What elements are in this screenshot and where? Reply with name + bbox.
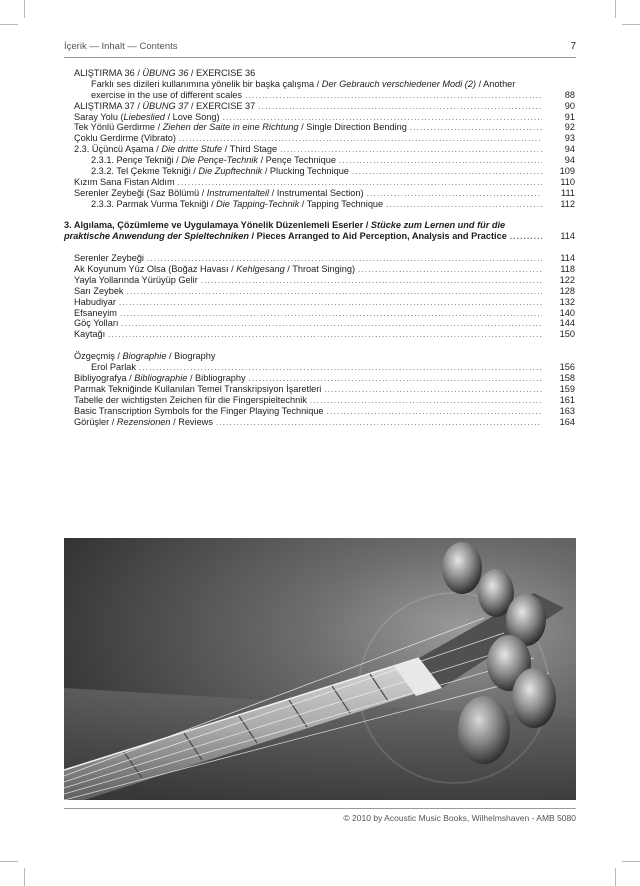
crop-mark-tl-h	[0, 24, 18, 25]
toc-page-number: 112	[560, 198, 575, 209]
toc-entry[interactable]: Bibliyografya / Bibliographie / Bibliography ..... 158	[74, 373, 575, 384]
toc-page-number: 109	[559, 166, 575, 177]
crop-mark-tl-v	[24, 0, 25, 18]
page-number: 7	[570, 41, 576, 52]
toc-page-number: 122	[559, 274, 575, 285]
toc-page-number: 90	[564, 100, 575, 111]
toc-page-number: 111	[561, 187, 575, 198]
toc-entry[interactable]: praktische Anwendung der Spieltechniken / Pieces Arranged to Aid Perception, Analysis and Practice ..... 114	[64, 231, 575, 242]
copyright-footer: © 2010 by Acoustic Music Books, Wilhelmshaven - AMB 5080	[343, 813, 576, 823]
toc-page-number: 93	[564, 133, 575, 144]
baglama-illustration	[64, 538, 576, 800]
toc-entry[interactable]: Görüşler / Rezensionen / Reviews ..... 164	[74, 417, 575, 428]
toc-page-number: 94	[564, 155, 575, 166]
toc-entry[interactable]: Serenler Zeybeği ..... 114	[74, 253, 575, 264]
baglama-headstock-photo	[64, 538, 576, 800]
crop-mark-tr-h	[622, 24, 640, 25]
toc-entry[interactable]: Basic Transcription Symbols for the Finger Playing Technique ..... 163	[74, 406, 575, 417]
toc-entry[interactable]: Tabelle der wichtigsten Zeichen für die Fingerspieltechnik ..... 161	[74, 395, 575, 406]
toc-entry[interactable]: ALIŞTIRMA 37 / ÜBUNG 37 / EXERCISE 37 ..... 90	[74, 101, 575, 112]
toc-page-number: 128	[559, 285, 575, 296]
toc-entry[interactable]: Sarı Zeybek ..... 128	[74, 286, 575, 297]
toc-page-number: 91	[564, 111, 575, 122]
toc-entry[interactable]: Göç Yolları ..... 144	[74, 318, 575, 329]
toc-page-number: 159	[559, 383, 575, 394]
toc-entry[interactable]: Habudiyar ..... 132	[74, 297, 575, 308]
toc-entry-line: Farklı ses dizileri kullanımına yönelik bir başka çalışma / Der Gebrauch verschiedener Modi (2) / Another	[91, 78, 516, 89]
toc-entry[interactable]: Efsaneyim ..... 140	[74, 308, 575, 319]
crop-mark-br-h	[622, 861, 640, 862]
header-rule	[64, 57, 576, 58]
toc-entry[interactable]: 2.3.1. Pençe Tekniği / Die Pençe-Technik / Pençe Technique ..... 94	[74, 155, 575, 166]
toc-heading-exercise-36: ALIŞTIRMA 36 / ÜBUNG 36 / EXERCISE 36	[74, 68, 256, 78]
toc-page-number: 140	[559, 307, 575, 318]
running-title: İçerik — Inhalt — Contents	[64, 41, 178, 52]
toc-entry[interactable]: Saray Yolu (Liebeslied / Love Song) ..... 91	[74, 112, 575, 123]
toc-entry[interactable]: Yayla Yollarında Yürüyüp Gelir ..... 122	[74, 275, 575, 286]
toc-page-number: 110	[560, 176, 575, 187]
toc-entry[interactable]: 2.3.3. Parmak Vurma Tekniği / Die Tapping-Technik / Tapping Technique ..... 112	[74, 199, 575, 210]
toc-page-number: 114	[560, 231, 575, 242]
toc-page-number: 158	[559, 372, 575, 383]
toc-page-number: 156	[559, 362, 575, 373]
toc-entry[interactable]: Parmak Tekniğinde Kullanılan Temel Transkripsiyon İşaretleri ..... 159	[74, 384, 575, 395]
footer-rule	[64, 808, 576, 809]
toc-entry[interactable]: Serenler Zeybeği (Saz Bölümü / Instrumentalteil / Instrumental Section) ..... 111	[74, 188, 575, 199]
crop-mark-bl-h	[0, 861, 18, 862]
running-header	[64, 41, 576, 55]
toc-section-3-heading: 3. Algılama, Çözümleme ve Uygulamaya Yönelik Düzenlemeli Eserler / Stücke zum Lernen und für die	[64, 220, 506, 231]
toc-entry[interactable]: Erol Parlak ..... 156	[74, 362, 575, 373]
toc-entry[interactable]: Tek Yönlü Gerdirme / Ziehen der Saite in eine Richtung / Single Direction Bending ..... 92	[74, 122, 575, 133]
toc-page-number: 118	[560, 264, 575, 275]
toc-page-number: 92	[564, 122, 575, 133]
toc-entry[interactable]: Kaytağı ..... 150	[74, 329, 575, 340]
toc-page-number: 161	[559, 394, 575, 405]
toc-page-number: 144	[559, 318, 575, 329]
toc-page-number: 88	[564, 89, 575, 100]
toc-page-number: 114	[560, 253, 575, 264]
toc-page-number: 94	[564, 144, 575, 155]
toc-entry[interactable]: Kızım Sana Fistan Aldım ..... 110	[74, 177, 575, 188]
table-of-contents	[64, 68, 575, 427]
toc-entry[interactable]: 2.3.2. Tel Çekme Tekniği / Die Zupftechnik / Plucking Technique ..... 109	[74, 166, 575, 177]
toc-heading-biography: Özgeçmiş / Biographie / Biography	[74, 351, 216, 362]
crop-mark-bl-v	[24, 868, 25, 886]
crop-mark-tr-v	[615, 0, 616, 18]
toc-page-number: 164	[559, 416, 575, 427]
toc-entry[interactable]: Ak Koyunum Yüz Olsa (Boğaz Havası / Kehlgesang / Throat Singing) ..... 118	[74, 264, 575, 275]
toc-page-number: 163	[559, 405, 575, 416]
toc-page-number: 132	[559, 296, 575, 307]
toc-entry[interactable]: 2.3. Üçüncü Aşama / Die dritte Stufe / Third Stage ..... 94	[74, 144, 575, 155]
toc-entry[interactable]: exercise in the use of different scales ..... 88	[74, 90, 575, 101]
toc-page-number: 150	[559, 329, 575, 340]
crop-mark-br-v	[615, 868, 616, 886]
toc-entry[interactable]: Çoklu Gerdirme (Vibrato) ..... 93	[74, 133, 575, 144]
